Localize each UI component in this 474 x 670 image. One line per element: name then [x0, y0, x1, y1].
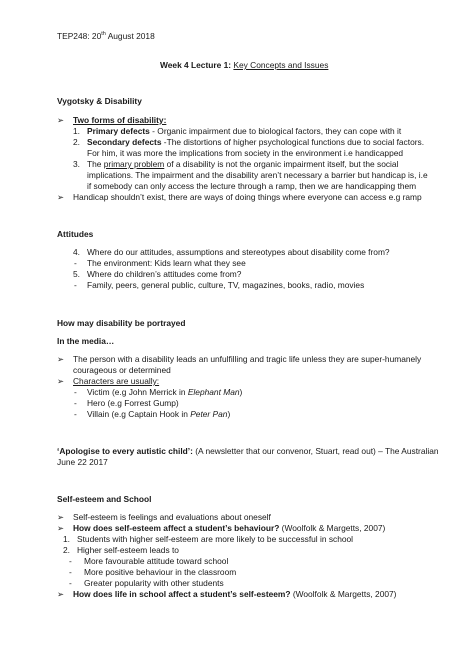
section-heading-portrayal: How may disability be portrayed	[57, 318, 186, 328]
dash-bullet: -	[69, 556, 72, 566]
dash-bullet: -	[74, 280, 77, 290]
dash-bullet: -	[69, 578, 72, 588]
dash-bullet: -	[74, 258, 77, 268]
arrow-bullet-icon: ➢	[57, 523, 65, 533]
arrow-bullet-icon: ➢	[57, 354, 65, 364]
course-date: TEP248: 20th August 2018	[57, 31, 155, 41]
list-item-continuation: For him, it was more the implications from society in the environment i.e handicapped	[87, 148, 404, 158]
list-number: 3.	[73, 159, 80, 169]
portrayal-person: The person with a disability leads an unfulfilling and tragic life unless they are super-humanely	[73, 354, 422, 364]
list-item-secondary-defects: Secondary defects -The distortions of higher psychological functions due to social factors.	[87, 137, 425, 147]
arrow-bullet-icon: ➢	[57, 115, 65, 125]
arrow-bullet-icon: ➢	[57, 192, 65, 202]
arrow-bullet-icon: ➢	[57, 376, 65, 386]
selfesteem-definition: Self-esteem is feelings and evaluations about oneself	[73, 512, 271, 522]
list-item-leads-to: Higher self-esteem leads to	[77, 545, 179, 555]
list-item-children-question: Where do children’s attitudes come from?	[87, 269, 242, 279]
list-number: 5.	[73, 269, 80, 279]
list-number: 4.	[73, 247, 80, 257]
list-item-success: Students with higher self-esteem are more likely to be successful in school	[77, 534, 354, 544]
page-title: Week 4 Lecture 1: Key Concepts and Issues	[160, 60, 329, 70]
list-number: 1.	[63, 534, 70, 544]
effect-behaviour: More positive behaviour in the classroom	[84, 567, 237, 577]
portrayal-person-continuation: courageous or determined	[73, 365, 171, 375]
characters-label: Characters are usually:	[73, 376, 160, 386]
apologise-note: ‘Apologise to every autistic child’: (A newsletter that our convenor, Stuart, read out) – The Australian	[57, 446, 439, 456]
apologise-note-date: June 22 2017	[57, 457, 108, 467]
effect-popularity: Greater popularity with other students	[84, 578, 224, 588]
effect-attitude: More favourable attitude toward school	[84, 556, 229, 566]
handicap-note: Handicap shouldn’t exist, there are ways of doing things where everyone can access e.g ramp	[73, 192, 422, 202]
arrow-bullet-icon: ➢	[57, 512, 65, 522]
list-item-attitudes-question: Where do our attitudes, assumptions and stereotypes about disability come from?	[87, 247, 390, 257]
list-item-continuation: implications. The impairment and the disability aren’t necessary a barrier but handicap is, i.e	[87, 170, 428, 180]
list-item-environment: The environment: Kids learn what they see	[87, 258, 246, 268]
list-number: 2.	[73, 137, 80, 147]
character-hero: Hero (e.g Forrest Gump)	[87, 398, 179, 408]
character-villain: Villain (e.g Captain Hook in Peter Pan)	[87, 409, 231, 419]
section-heading-selfesteem: Self-esteem and School	[57, 494, 152, 504]
character-victim: Victim (e.g John Merrick in Elephant Man)	[87, 387, 243, 397]
dash-bullet: -	[74, 409, 77, 419]
section-heading-vygotsky: Vygotsky & Disability	[57, 96, 142, 106]
list-item-sources: Family, peers, general public, culture, TV, magazines, books, radio, movies	[87, 280, 365, 290]
dash-bullet: -	[74, 387, 77, 397]
list-item-primary-problem: The primary problem of a disability is not the organic impairment itself, but the social	[87, 159, 399, 169]
list-item-continuation: if somebody can only access the lecture through a ramp, then we are handicapping them	[87, 181, 417, 191]
arrow-bullet-icon: ➢	[57, 589, 65, 599]
list-number: 2.	[63, 545, 70, 555]
selfesteem-question-1: How does self-esteem affect a student’s behaviour? (Woolfolk & Margetts, 2007)	[73, 523, 386, 533]
dash-bullet: -	[74, 398, 77, 408]
selfesteem-question-2: How does life in school affect a student’s self-esteem? (Woolfolk & Margetts, 2007)	[73, 589, 397, 599]
media-subheading: In the media…	[57, 336, 115, 346]
section-heading-attitudes: Attitudes	[57, 229, 94, 239]
list-number: 1.	[73, 126, 80, 136]
dash-bullet: -	[69, 567, 72, 577]
list-item-primary-defects: Primary defects - Organic impairment due to biological factors, they can cope with it	[87, 126, 402, 136]
forms-label: Two forms of disability:	[73, 115, 167, 125]
